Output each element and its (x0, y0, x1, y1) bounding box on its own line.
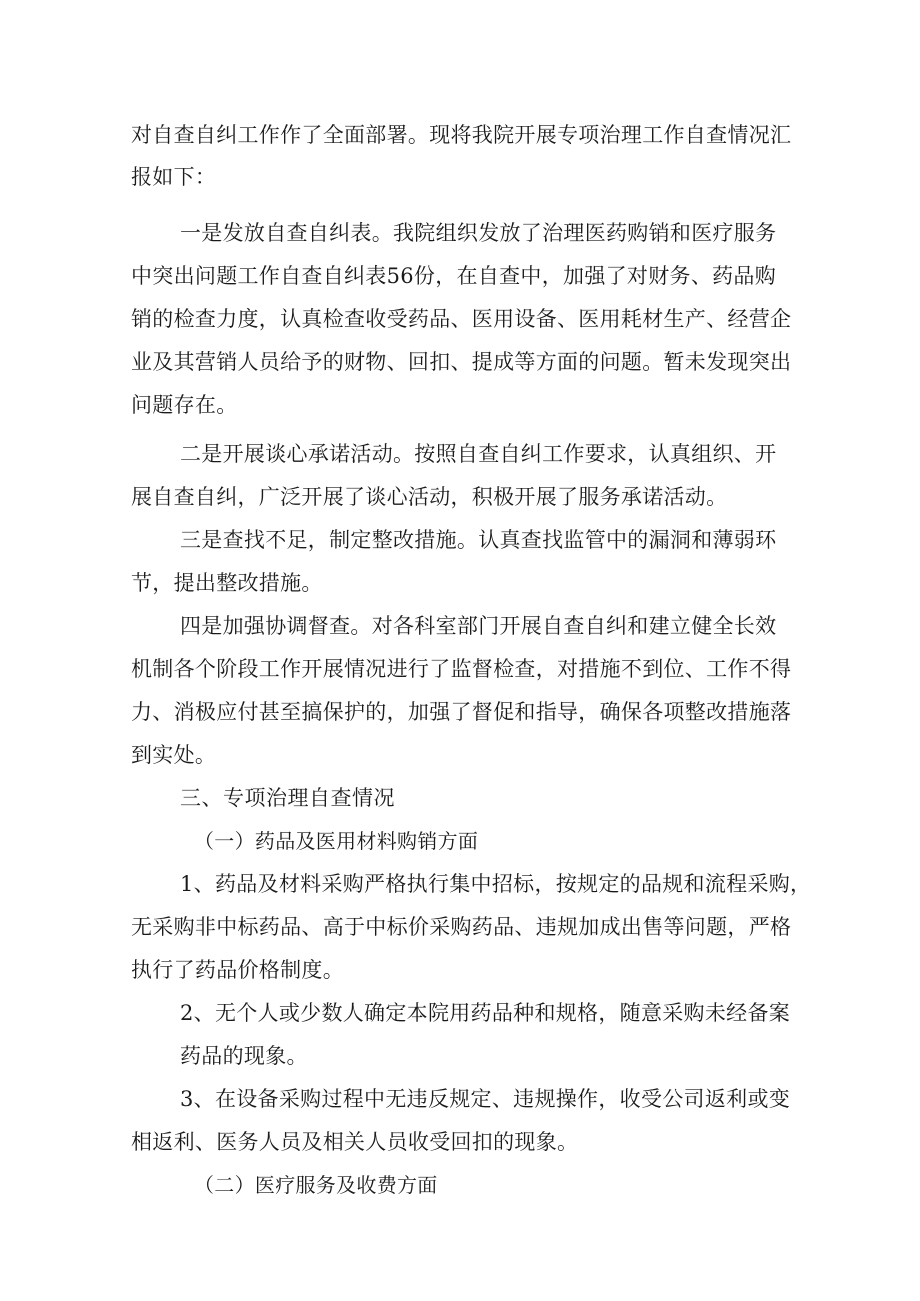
paragraph-line: 2、无个人或少数人确定本院用药品种和规格，随意采购未经备案 (180, 1001, 791, 1025)
paragraph-line: 展自查自纠，广泛开展了谈心活动，积极开展了服务承诺活动。 (131, 485, 728, 509)
paragraph-line: 业及其营销人员给予的财物、回扣、提成等方面的问题。暂未发现突出 (131, 350, 792, 374)
paragraph-line: 对自查自纠工作作了全面部署。现将我院开展专项治理工作自查情况汇 (131, 123, 792, 147)
paragraph-line: 报如下： (131, 165, 217, 189)
paragraph-line: 力、消极应付甚至搞保护的，加强了督促和指导，确保各项整改措施落 (131, 700, 792, 724)
paragraph-line: 节，提出整改措施。 (131, 571, 323, 595)
paragraph-line: 问题存在。 (131, 393, 238, 417)
paragraph-line: 无采购非中标药品、高于中标价采购药品、违规加成出售等问题，严格 (131, 915, 792, 939)
paragraph-line: 到实处。 (131, 743, 217, 767)
paragraph-line: 中突出问题工作自查自纠表56份，在自查中，加强了对财务、药品购 (131, 264, 777, 288)
paragraph-line: 二是开展谈心承诺活动。按照自查自纠工作要求，认真组织、开 (180, 442, 777, 466)
paragraph-line: 销的检查力度，认真检查收受药品、医用设备、医用耗材生产、经营企 (131, 307, 792, 331)
paragraph-line: 一是发放自查自纠表。我院组织发放了治理医药购销和医疗服务 (180, 221, 777, 245)
paragraph-line: 机制各个阶段工作开展情况进行了监督检查，对措施不到位、工作不得 (131, 657, 792, 681)
paragraph-line: 1、药品及材料采购严格执行集中招标，按规定的品规和流程采购， (180, 872, 812, 896)
paragraph-line: 四是加强协调督查。对各科室部门开展自查自纠和建立健全长效 (180, 614, 777, 638)
paragraph-line: 3、在设备采购过程中无违反规定、违规操作，收受公司返利或变 (180, 1087, 791, 1111)
paragraph-line: 相返利、医务人员及相关人员收受回扣的现象。 (131, 1130, 579, 1154)
paragraph-line: 三是查找不足，制定整改措施。认真查找监管中的漏洞和薄弱环 (180, 528, 777, 552)
subsection-heading: （一）药品及医用材料购销方面 (194, 829, 479, 853)
section-heading: 三、专项治理自查情况 (180, 786, 395, 810)
paragraph-line: 执行了药品价格制度。 (131, 958, 344, 982)
paragraph-line: 药品的现象。 (180, 1044, 308, 1068)
subsection-heading: （二）医疗服务及收费方面 (194, 1173, 438, 1197)
